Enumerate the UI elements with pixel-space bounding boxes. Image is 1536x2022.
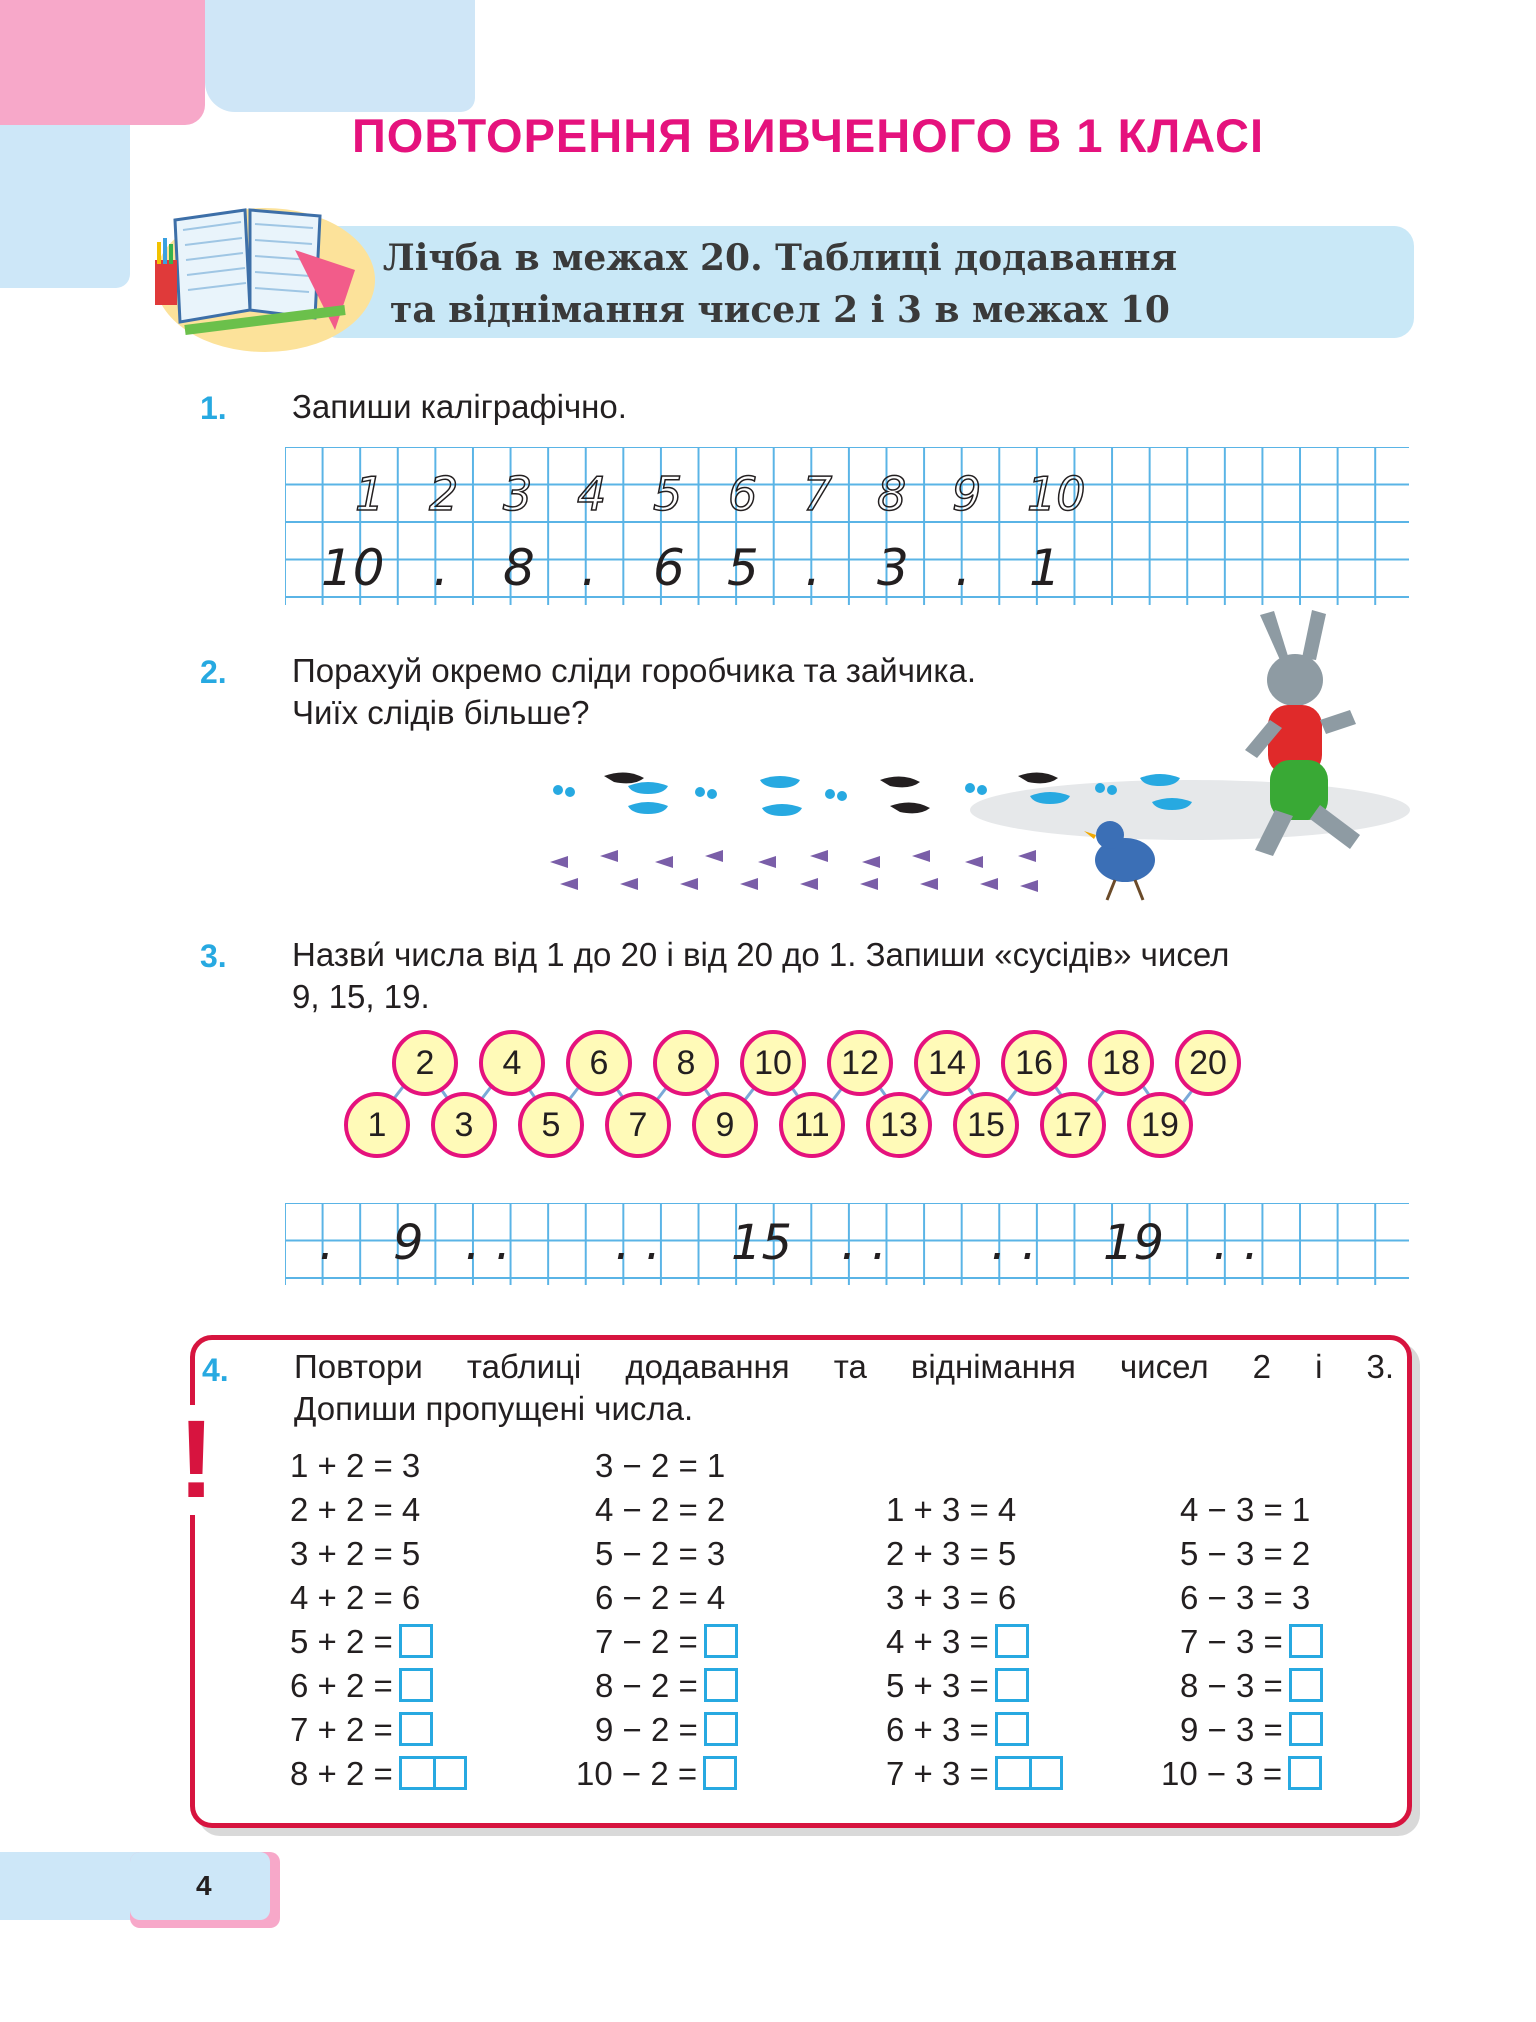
equation: 3 − 2 = 1 — [595, 1447, 726, 1484]
number-circle: 16 — [1001, 1030, 1067, 1096]
equation-row — [886, 1712, 1029, 1748]
written-number: 6 — [653, 539, 685, 597]
answer-box[interactable] — [703, 1756, 737, 1790]
equation: 2 + 3 = 5 — [886, 1535, 1017, 1572]
traced-digit: 6 — [728, 467, 758, 521]
answer-box[interactable] — [704, 1624, 738, 1658]
equation-row — [290, 1668, 433, 1704]
written-number: 19 — [1103, 1215, 1165, 1271]
number-circle: 8 — [653, 1030, 719, 1096]
answer-box[interactable] — [995, 1712, 1029, 1746]
answer-box[interactable] — [704, 1712, 738, 1746]
written-number: . — [805, 539, 821, 597]
number-circle: 1 — [344, 1092, 410, 1158]
written-number: . . — [1213, 1215, 1259, 1271]
number-circle: 5 — [518, 1092, 584, 1158]
answer-box[interactable] — [399, 1624, 433, 1658]
written-number: 8 — [503, 539, 535, 597]
equation: 6 − 2 = 4 — [595, 1579, 726, 1616]
task-number: 2. — [200, 654, 227, 690]
equation-row — [1161, 1756, 1322, 1792]
footprints-illustration-icon — [540, 610, 1410, 910]
task-instruction-line: 9, 15, 19. — [292, 978, 430, 1015]
task-instruction-line: Допиши пропущені числа. — [294, 1390, 694, 1427]
equation: 8 − 2 = — [595, 1667, 698, 1704]
equation-row — [576, 1756, 737, 1792]
equation: 5 − 3 = 2 — [1180, 1535, 1311, 1572]
equation: 3 + 2 = 5 — [290, 1535, 421, 1572]
equation: 2 + 2 = 4 — [290, 1491, 421, 1528]
written-number: . . — [465, 1215, 511, 1271]
task-instruction — [292, 934, 1412, 1018]
number-circle: 13 — [866, 1092, 932, 1158]
written-number: 15 — [731, 1215, 793, 1271]
number-circle: 3 — [431, 1092, 497, 1158]
equation: 6 + 3 = — [886, 1711, 989, 1748]
equation: 5 − 2 = 3 — [595, 1535, 726, 1572]
number-circle: 2 — [392, 1030, 458, 1096]
number-circle: 12 — [827, 1030, 893, 1096]
written-number: 5 — [727, 539, 759, 597]
number-circle: 4 — [479, 1030, 545, 1096]
written-number: . . — [615, 1215, 661, 1271]
answer-box[interactable] — [1289, 1712, 1323, 1746]
equation: 7 + 3 = — [886, 1755, 989, 1792]
traced-digit: 2 — [429, 467, 459, 521]
written-number: . . — [841, 1215, 887, 1271]
number-circle: 14 — [914, 1030, 980, 1096]
number-circle: 18 — [1088, 1030, 1154, 1096]
exclamation-icon: ! — [172, 1405, 221, 1515]
equation-row — [595, 1668, 738, 1704]
equation: 6 − 3 = 3 — [1180, 1579, 1311, 1616]
topic-heading — [330, 232, 1230, 336]
topic-line-1: Лічба в межах 20. Таблиці додавання — [382, 237, 1178, 279]
number-circle: 20 — [1175, 1030, 1241, 1096]
number-circle: 19 — [1127, 1092, 1193, 1158]
task-instruction-line: Чиїх слідів більше? — [292, 694, 590, 731]
traced-digit: 3 — [503, 467, 533, 521]
equation: 9 − 2 = — [595, 1711, 698, 1748]
answer-box-double[interactable] — [995, 1756, 1063, 1790]
corner-decoration — [0, 0, 205, 125]
equation: 10 − 3 = — [1161, 1755, 1283, 1792]
traced-digit: 5 — [653, 467, 683, 521]
answer-box[interactable] — [1289, 1624, 1323, 1658]
equation: 8 − 3 = — [1180, 1667, 1283, 1704]
task-instruction: Запиши каліграфічно. — [292, 388, 627, 425]
traced-digit: 7 — [803, 467, 833, 521]
equation-row — [290, 1624, 433, 1660]
answer-box[interactable] — [399, 1712, 433, 1746]
written-number: 9 — [393, 1215, 424, 1271]
equation-row — [1180, 1668, 1323, 1704]
equation-row — [886, 1668, 1029, 1704]
equation-row — [1180, 1624, 1323, 1660]
page-number: 4 — [196, 1870, 212, 1901]
equation-row — [290, 1756, 467, 1792]
number-circle: 10 — [740, 1030, 806, 1096]
written-number: . — [955, 539, 971, 597]
equation-row — [886, 1624, 1029, 1660]
writing-grid-content — [285, 1203, 1409, 1285]
corner-decoration — [205, 0, 475, 112]
written-number: . — [581, 539, 597, 597]
number-circle: 6 — [566, 1030, 632, 1096]
traced-digit: 4 — [577, 467, 607, 521]
task-number: 3. — [200, 938, 227, 974]
number-circle: 7 — [605, 1092, 671, 1158]
number-circle: 11 — [779, 1092, 845, 1158]
written-number: 3 — [877, 539, 909, 597]
answer-box[interactable] — [995, 1668, 1029, 1702]
traced-digit: 8 — [877, 467, 907, 521]
equation: 4 + 2 = 6 — [290, 1579, 421, 1616]
equation: 3 + 3 = 6 — [886, 1579, 1017, 1616]
equation: 1 + 2 = 3 — [290, 1447, 421, 1484]
written-number: 1 — [1029, 539, 1061, 597]
equation: 5 + 2 = — [290, 1623, 393, 1660]
answer-box[interactable] — [399, 1668, 433, 1702]
traced-digit: 1 — [355, 467, 385, 521]
answer-box[interactable] — [1288, 1756, 1322, 1790]
task-instruction-line: Повтори таблиці додавання та віднімання чисел 2 і 3. — [294, 1348, 1394, 1385]
equation: 4 − 2 = 2 — [595, 1491, 726, 1528]
equation: 6 + 2 = — [290, 1667, 393, 1704]
page-title: ПОВТОРЕННЯ ВИВЧЕНОГО В 1 КЛАСІ — [351, 109, 1265, 162]
topic-line-2: та віднімання чисел 2 і 3 в межах 10 — [390, 289, 1170, 331]
equation: 4 − 3 = 1 — [1180, 1491, 1311, 1528]
equation-row — [290, 1712, 433, 1748]
answer-box[interactable] — [995, 1624, 1029, 1658]
answer-box-double[interactable] — [399, 1756, 467, 1790]
written-number: . — [319, 1215, 335, 1271]
written-number: 10 — [321, 539, 385, 597]
equation-row — [1180, 1712, 1323, 1748]
traced-digit: 10 — [1027, 467, 1086, 521]
equation: 5 + 3 = — [886, 1667, 989, 1704]
equation: 8 + 2 = — [290, 1755, 393, 1792]
task-instruction — [294, 1346, 1394, 1430]
equation: 4 + 3 = — [886, 1623, 989, 1660]
task-number: 1. — [200, 390, 227, 426]
task-number: 4. — [202, 1352, 229, 1388]
written-number: . . — [991, 1215, 1037, 1271]
answer-box[interactable] — [704, 1668, 738, 1702]
writing-grid-content — [285, 447, 1409, 605]
equation: 1 + 3 = 4 — [886, 1491, 1017, 1528]
number-circle: 15 — [953, 1092, 1019, 1158]
equation: 7 − 2 = — [595, 1623, 698, 1660]
equation-row — [595, 1712, 738, 1748]
equation-row — [595, 1624, 738, 1660]
task-instruction-line: Порахуй окремо сліди горобчика та зайчика. — [292, 652, 977, 689]
equation: 10 − 2 = — [576, 1755, 698, 1792]
answer-box[interactable] — [1289, 1668, 1323, 1702]
task-instruction-line: Назви́ числа від 1 до 20 і від 20 до 1. Запиши «сусідів» чисел — [292, 936, 1230, 973]
equation: 7 + 2 = — [290, 1711, 393, 1748]
equation: 9 − 3 = — [1180, 1711, 1283, 1748]
equation: 7 − 3 = — [1180, 1623, 1283, 1660]
number-circle: 9 — [692, 1092, 758, 1158]
traced-digit: 9 — [952, 467, 982, 521]
number-circle: 17 — [1040, 1092, 1106, 1158]
written-number: . — [433, 539, 449, 597]
equation-row — [886, 1756, 1063, 1792]
